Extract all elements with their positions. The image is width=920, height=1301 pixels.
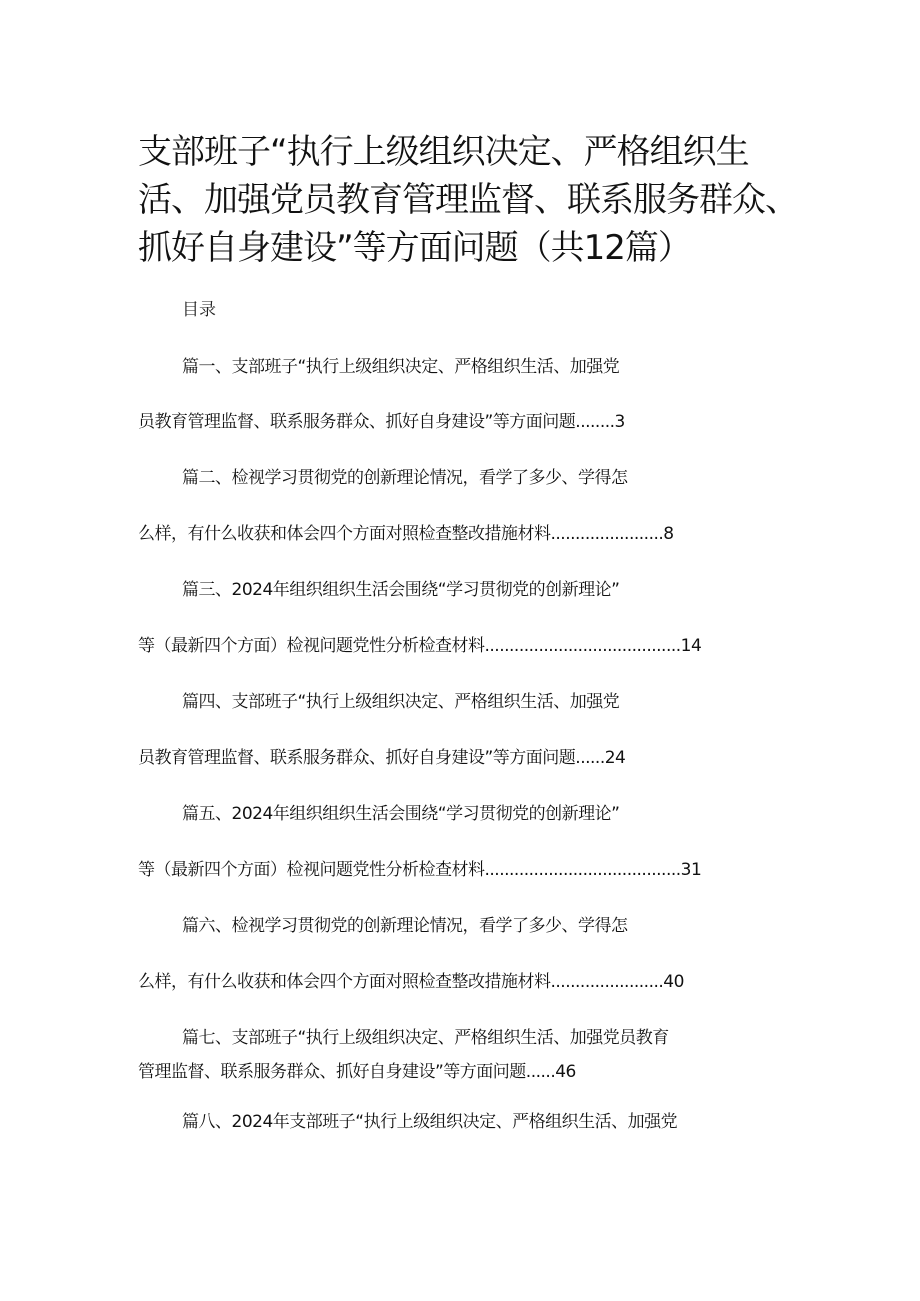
toc-entry-6-line-1: 篇六、检视学习贯彻党的创新理论情况，看学了多少、学得怎 [182,916,628,936]
toc-entry-7-line-1: 篇七、支部班子“执行上级组织决定、严格组织生活、加强党员教育 [182,1028,669,1048]
toc-entry-1-line-2: 员教育管理监督、联系服务群众、抓好自身建设”等方面问题........3 [138,412,625,432]
toc-entry-5-line-2: 等（最新四个方面）检视问题党性分析检查材料........................................31 [138,860,702,880]
toc-entry-2-line-2: 么样，有什么收获和体会四个方面对照检查整改措施材料.......................8 [138,524,674,544]
toc-entry-4-line-2: 员教育管理监督、联系服务群众、抓好自身建设”等方面问题......24 [138,748,626,768]
toc-entry-3-line-2: 等（最新四个方面）检视问题党性分析检查材料........................................14 [138,636,702,656]
toc-entry-3-line-1: 篇三、2024年组织组织生活会围绕“学习贯彻党的创新理论” [182,580,620,600]
toc-entry-1-line-1: 篇一、支部班子“执行上级组织决定、严格组织生活、加强党 [182,357,620,377]
toc-entry-6-line-2: 么样，有什么收获和体会四个方面对照检查整改措施材料.......................40 [138,972,684,992]
toc-entry-7-line-2: 管理监督、联系服务群众、抓好自身建设”等方面问题......46 [138,1062,576,1082]
toc-entry-4-line-1: 篇四、支部班子“执行上级组织决定、严格组织生活、加强党 [182,692,620,712]
toc-entry-8-line-1: 篇八、2024年支部班子“执行上级组织决定、严格组织生活、加强党 [182,1112,678,1132]
document-title: 支部班子“执行上级组织决定、严格组织生活、加强党员教育管理监督、联系服务群众、抓好自身建设”等方面问题（共12篇） [138,132,798,268]
toc-entry-5-line-1: 篇五、2024年组织组织生活会围绕“学习贯彻党的创新理论” [182,804,620,824]
toc-entry-2-line-1: 篇二、检视学习贯彻党的创新理论情况，看学了多少、学得怎 [182,468,628,488]
toc-heading: 目录 [182,300,216,320]
